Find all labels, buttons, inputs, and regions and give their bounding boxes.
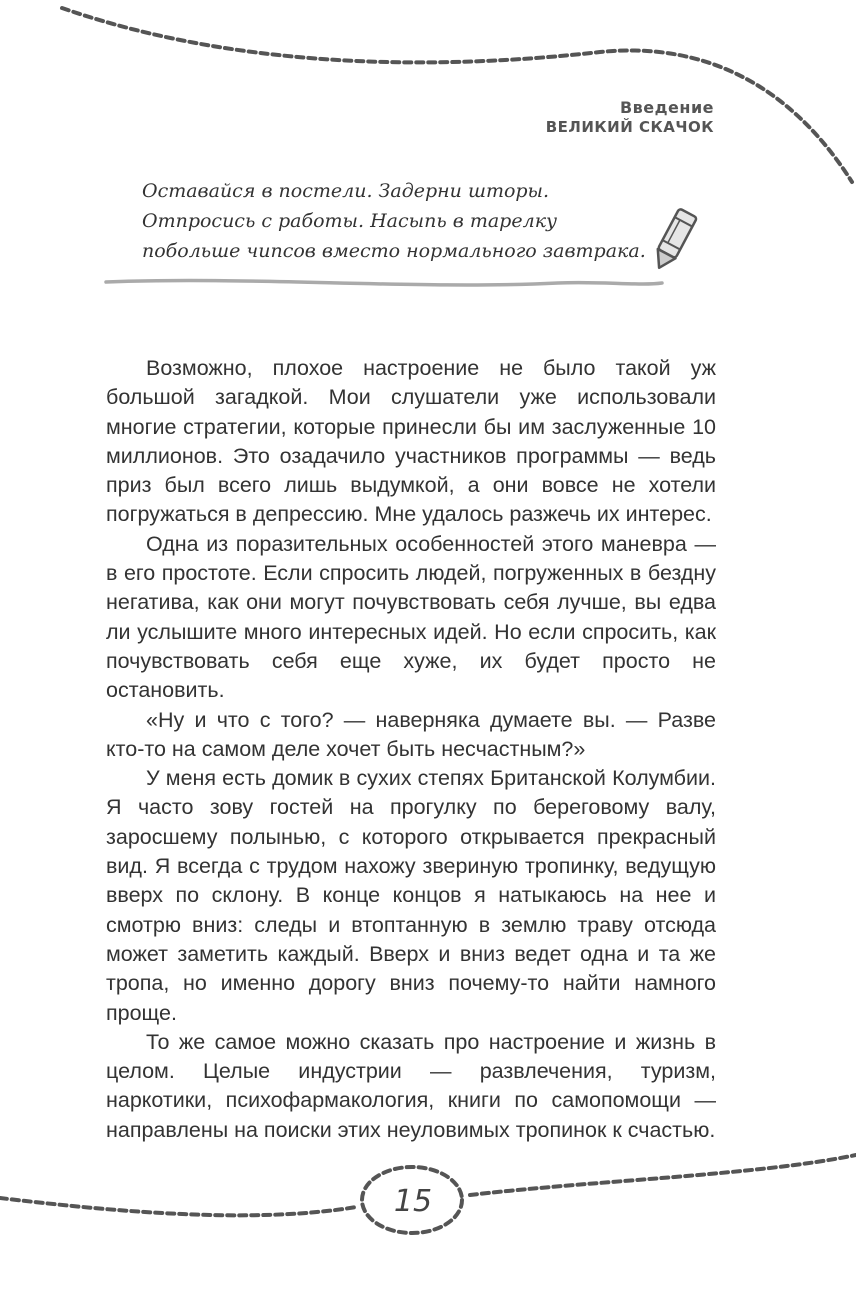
paragraph: «Ну и что с того? — наверняка думаете вы. — Разве кто-то на самом деле хочет быть несчастным?» xyxy=(106,707,716,761)
pen-icon xyxy=(650,208,697,272)
paragraph: Возможно, плохое настроение не было такой уж большой загадкой. Мои слушатели уже использовали многие стратегии, которые принесли бы им заслуженные 10 миллионов. Это озадачило участников программы — ведь приз был всего лишь выдумкой, а они вовсе не хотели погружаться в депрессию. Мне удалось разжечь их интерес. xyxy=(106,356,716,527)
callout-quote: Оставайся в постели. Задерни шторы. Отпросись с работы. Насыпь в тарелку побольше чипсов вместо нормального завтрака. xyxy=(142,180,646,262)
bottom-dashed-border-left xyxy=(0,1198,356,1215)
chapter-title: Введение xyxy=(619,98,714,117)
paragraph: Одна из поразительных особенностей этого маневра — в его простоте. Если спросить людей, погруженных в бездну негатива, как они могут почувствовать себя лучше, вы едва ли услышите много интересных идей. Но если спросить, как почувствовать себя еще хуже, их будет просто не остановить. xyxy=(106,531,716,703)
top-dashed-border xyxy=(62,8,852,182)
page-number: 15 xyxy=(393,1183,433,1219)
running-head xyxy=(546,98,714,137)
body-text xyxy=(106,354,716,1145)
paragraph: То же самое можно сказать про настроение и жизнь в целом. Целые индустрии — развлечения, туризм, наркотики, психофармакология, книги по самопомощи — направлены на поиски этих неуловимых тропинок к счастью. xyxy=(106,1029,716,1142)
paragraph: У меня есть домик в сухих степях Британской Колумбии. Я часто зову гостей на прогулку по береговому валу, заросшему полынью, с которого открывается прекрасный вид. Я всегда с трудом нахожу звериную тропинку, ведущую вверх по склону. В конце концов я натыкаюсь на нее и смотрю вниз: следы и втоптанную в землю траву отсюда может заметить каждый. Вверх и вниз ведет одна и та же тропа, но именно дорогу вниз почему-то найти намного проще. xyxy=(106,766,716,1025)
bottom-dashed-border-right xyxy=(470,1155,856,1195)
callout-underline xyxy=(106,280,662,285)
chapter-subtitle: ВЕЛИКИЙ СКАЧОК xyxy=(545,118,714,136)
